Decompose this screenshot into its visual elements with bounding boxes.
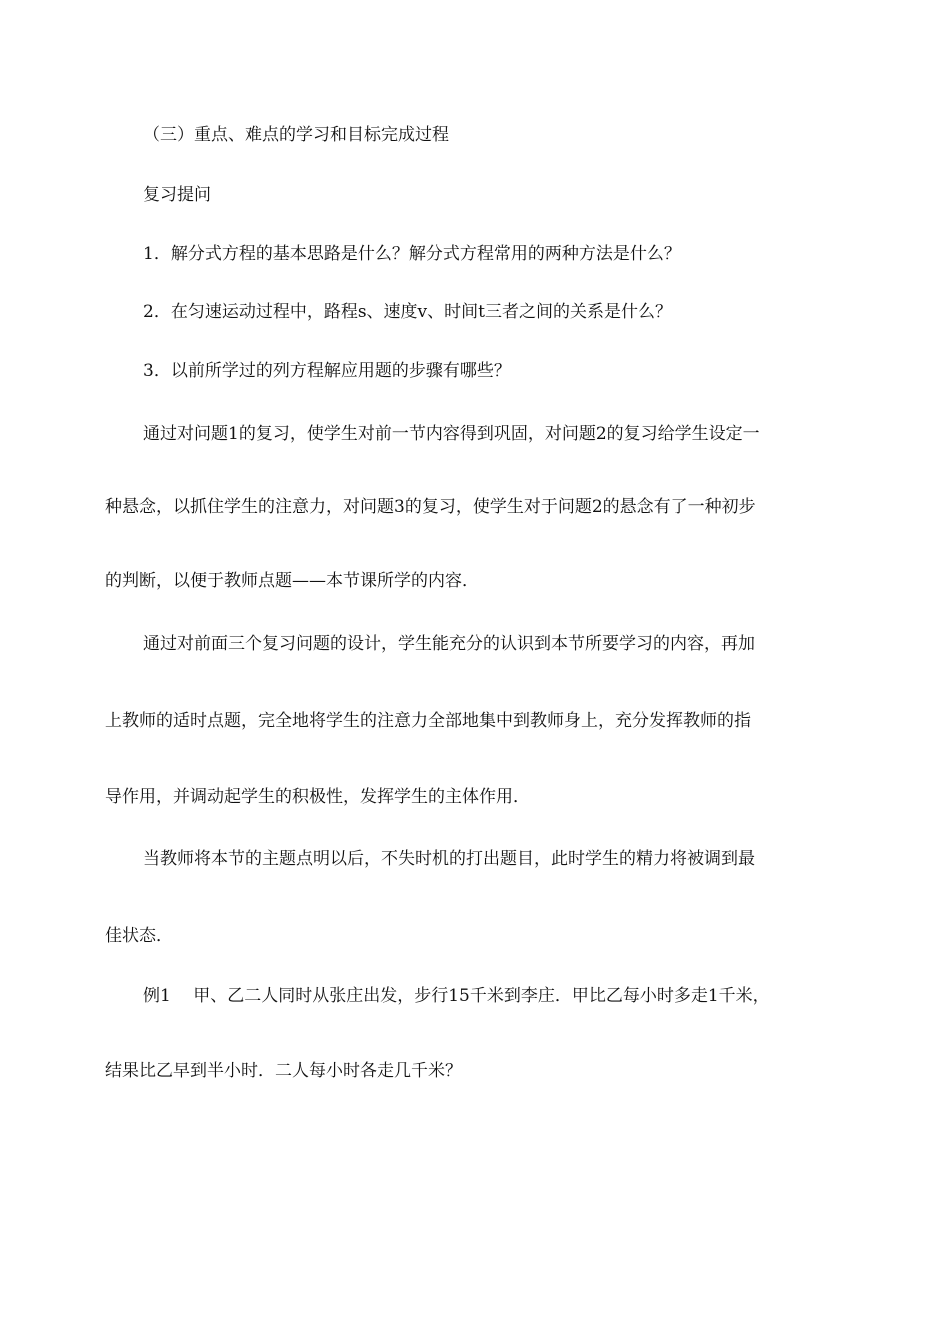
paragraph-1-line-3: 的判断，以便于教师点题——本节课所学的内容． <box>105 571 479 591</box>
paragraph-3-line-2: 佳状态． <box>105 926 173 946</box>
question-3: 3．以前所学过的列方程解应用题的步骤有哪些？ <box>143 361 511 381</box>
paragraph-2-line-2: 上教师的适时点题，完全地将学生的注意力全部地集中到教师身上，充分发挥教师的指 <box>105 711 751 731</box>
paragraph-2-line-3: 导作用，并调动起学生的积极性，发挥学生的主体作用． <box>105 787 530 807</box>
paragraph-1-line-2: 种悬念，以抓住学生的注意力，对问题3的复习，使学生对于问题2的悬念有了一种初步 <box>105 497 756 517</box>
section-heading: （三）重点、难点的学习和目标完成过程 <box>143 125 449 145</box>
paragraph-2-line-1: 通过对前面三个复习问题的设计，学生能充分的认识到本节所要学习的内容，再加 <box>143 634 755 654</box>
example-1-line-2: 结果比乙早到半小时．二人每小时各走几千米？ <box>105 1061 462 1081</box>
review-heading: 复习提问 <box>143 185 211 205</box>
paragraph-1-line-1: 通过对问题1的复习，使学生对前一节内容得到巩固，对问题2的复习给学生设定一 <box>143 424 760 444</box>
example-1-line-1: 例1 甲、乙二人同时从张庄出发，步行15千米到李庄．甲比乙每小时多走1千米， <box>143 986 770 1006</box>
question-2: 2．在匀速运动过程中，路程s、速度v、时间t三者之间的关系是什么？ <box>143 302 672 322</box>
question-1: 1．解分式方程的基本思路是什么？解分式方程常用的两种方法是什么？ <box>143 244 681 264</box>
paragraph-3-line-1: 当教师将本节的主题点明以后，不失时机的打出题目，此时学生的精力将被调到最 <box>143 849 755 869</box>
